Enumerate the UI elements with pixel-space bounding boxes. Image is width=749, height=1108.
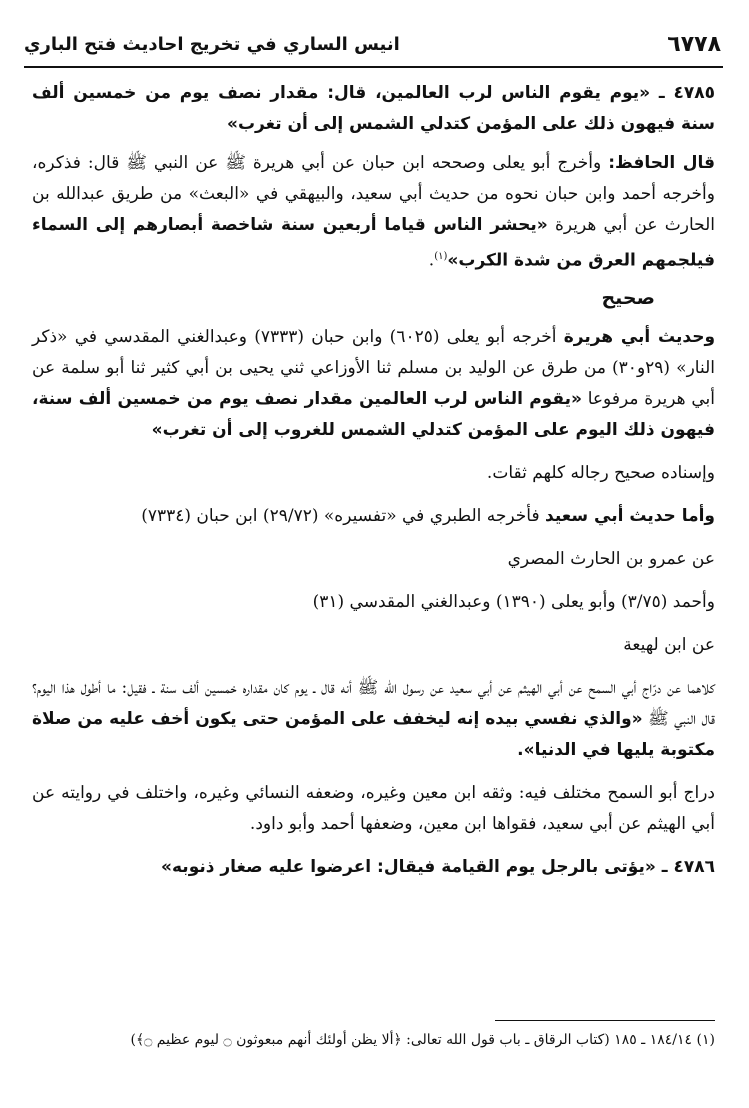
hafiz-text: وأخرج أبو يعلى وصححه ابن حبان عن أبي هريرة ﷺ عن النبي ﷺ قال: فذكره، وأخرجه أحمد وابن حبان نحوه من حديث أبي سعيد، والبيهقي في «البعث» من طريق عبدالله بن الحارث عن أبي هريرة [32,153,716,235]
p1-quote: «يقوم الناس لرب العالمين مقدار نصف يوم من خمسين ألف سنة، فيهون ذلك اليوم على المؤمن كتدلي الشمس للغروب إلى أن تغرب» [32,388,715,440]
hadith-4785: ٤٧٨٥ ـ «يوم يقوم الناس لرب العالمين، قال: مقدار نصف يوم من خمسين ألف سنة فيهون ذلك على المؤمن كتدلي الشمس إلى أن تغرب» [32,83,715,134]
footnote: (١) ١٨٤/١٤ ـ ١٨٥ (كتاب الرقاق ـ باب قول الله تعالى: ﴿ألا يظن أولئك أنهم مبعوثون ۝ ليوم عظيم ۝﴾) [130,1032,715,1048]
p1-lead: وحديث أبي هريرة [563,326,716,347]
grade-heading: صحيح [601,286,655,309]
abu-hurayra-paragraph [32,322,715,446]
p3-text: كلاهما عن درّاج أبي السمح عن أبي الهيثم عن أبي سعيد عن رسول الله ﷺ أنه قال ـ يوم كان مقداره خمسين ألف سنة ـ فقيل: ما أطول هذا اليوم؟ قال النبي ﷺ [32,677,716,729]
amr-line: عن عمرو بن الحارث المصري [507,548,715,569]
p2-text: فأخرجه الطبري في «تفسيره» (٢٩/٧٢) ابن حبان (٧٣٣٤) [141,505,540,526]
abu-said-paragraph [32,501,715,532]
darraj-assessment: دراج أبو السمح مختلف فيه: وثقه ابن معين وغيره، وضعفه النسائي وغيره، واختلف في روايته عن أبي الهيثم عن أبي سعيد، فقواها ابن معين، وضعفها أحمد وأبو داود. [32,782,715,834]
footnote-rule [495,1020,715,1021]
p2-lead: وأما حديث أبي سعيد [545,505,715,526]
isnad-statement: وإسناده صحيح رجاله كلهم ثقات. [486,462,715,483]
p1-text: أخرجه أبو يعلى (٦٠٢٥) وابن حبان (٧٣٣٣) وعبدالغني المقدسي في «ذكر النار» (٢٩و٣٠) من طرق عن الوليد بن مسلم ثنا الأوزاعي ثني يحيى بن أبي كثير ثنا أبو سلمة عن أبي هريرة مرفوعا [32,326,716,409]
hafiz-paragraph: قال الحافظ: وأخرج أبو يعلى وصححه ابن حبان عن أبي هريرة ﷺ عن النبي ﷺ قال: فذكره، وأخرجه أحمد وابن حبان نحوه من حديث أبي سعيد، والبيهقي في «البعث» من طريق عبدالله بن الحارث عن أبي هريرة «يحشر الناس قياما أربعين سنة شاخصة أبصارهم إلى السماء فيلجمهم العرق من شدة الكرب»$^{(١)}$. [32,153,716,271]
ahmad-line: وأحمد (٣/٧٥) وأبو يعلى (١٣٩٠) وعبدالغني المقدسي (٣١) [312,591,715,612]
page-header [24,32,721,62]
hafiz-bold-quote: «يحشر الناس قياما أربعين سنة شاخصة أبصارهم إلى السماء فيلجمهم العرق من شدة الكرب» [32,215,715,271]
hafiz-label: قال الحافظ: [608,153,715,173]
page-number: ٦٧٧٨ [667,32,721,57]
footnote-ref: (١) [434,251,448,262]
header-rule [24,66,723,68]
running-title: انيس الساري في تخريج احاديث فتح الباري [24,34,400,55]
darraj-chain-paragraph [32,673,715,766]
p3-quote: «والذي نفسي بيده إنه ليخفف على المؤمن حتى يكون أخف عليه من صلاة مكتوبة يليها في الدنيا». [32,708,715,760]
page-body [32,78,715,883]
hadith-4786: ٤٧٨٦ ـ «يؤتى بالرجل يوم القيامة فيقال: اعرضوا عليه صغار ذنوبه» [161,856,715,877]
lahia-line: عن ابن لهيعة [623,634,715,655]
